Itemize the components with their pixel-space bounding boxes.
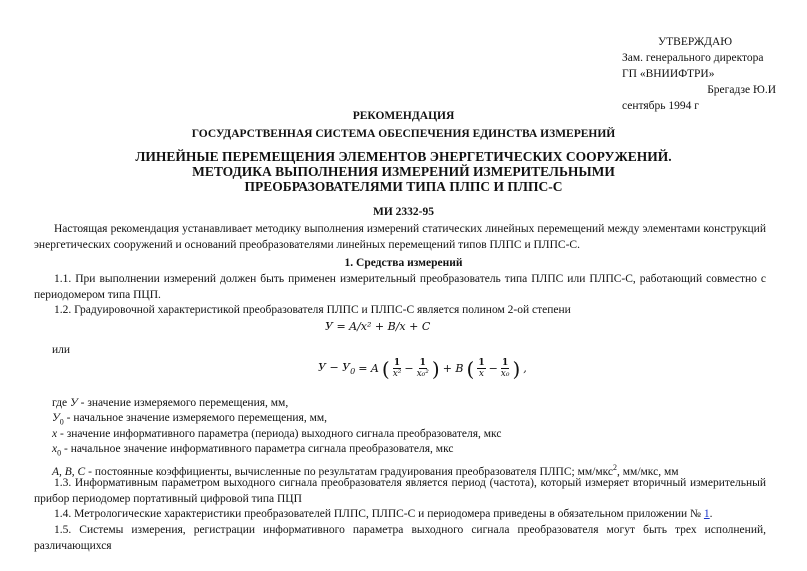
def-x0: $x_0$ - начальное значение информативного параметра сигнала преобразователя, мкс (52, 443, 454, 458)
document-title (0, 149, 807, 194)
or-text: или (52, 344, 71, 356)
minus-sign: − (404, 362, 414, 375)
approval-signatory: Брегадзе Ю.И (707, 84, 776, 96)
fraction-1-x0: $\frac{1}{\text{x₀}}$ (500, 358, 510, 379)
formula2-comma: , (523, 362, 527, 375)
document-type: РЕКОМЕНДАЦИЯ (352, 110, 455, 122)
section-1-title: 1. Средства измерений (344, 257, 463, 269)
paragraph-1-1: 1.1. При выполнении измерений должен быть применен измерительный преобразователь типа ПЛПС или ПЛПС-С, работающий совместно с периодомером типа ПЦП. (34, 273, 766, 301)
formula2-lhs: $У - У_0$ (318, 360, 356, 377)
paren-open-2: ( (466, 356, 475, 381)
paragraph-1-5: 1.5. Системы измерения, регистрации информативного параметра выходного сигнала преобразователя могут быть трех исполнений, различающихся (34, 524, 766, 552)
def-abc: A, B, C - постоянные коэффициенты, вычисленные по результатам градуирования преобразователя ПЛПС; мм/мкс$^2$, мм/мкс, мм (52, 463, 679, 478)
paren-close: ) (431, 356, 440, 381)
intro-paragraph: Настоящая рекомендация устанавливает методику выполнения измерений статических линейных перемещений между элементами конструкций энергетических сооружений и оснований преобразователями линейных перемещений типов ПЛПС и ПЛПС-С. (34, 223, 766, 251)
approval-organization: ГП «ВНИИФТРИ» (622, 68, 715, 80)
document-system: ГОСУДАРСТВЕННАЯ СИСТЕМА ОБЕСПЕЧЕНИЯ ЕДИНСТВА ИЗМЕРЕНИЙ (191, 128, 616, 140)
formula2-eq: = A (358, 362, 379, 375)
minus-sign-2: − (488, 362, 498, 375)
appendix-1-link[interactable]: 1 (703, 508, 710, 520)
approval-title: УТВЕРЖДАЮ (658, 36, 733, 48)
approval-block (622, 34, 782, 114)
def-y: где У - значение измеряемого перемещения, мм, (52, 397, 289, 409)
formula-calibration: У = A/x² + B/x + C (325, 320, 431, 333)
paragraph-1-4: 1.4. Метрологические характеристики преобразователей ПЛПС, ПЛПС-С и периодомера приведены в обязательном приложении № 1. (54, 508, 713, 520)
paren-close-2: ) (512, 356, 521, 381)
document-code: МИ 2332-95 (372, 206, 434, 218)
fraction-1-x02: $\frac{1}{\text{x₀²}}$ (416, 358, 429, 379)
paragraph-1-2: 1.2. Градуировочной характеристикой преобразователя ПЛПС и ПЛПС-С является полином 2-ой степени (54, 304, 571, 316)
title-line-3: ПРЕОБРАЗОВАТЕЛЯМИ ТИПА ПЛПС И ПЛПС-С (244, 179, 563, 194)
def-y0: $У_0$ - начальное значение измеряемого перемещения, мм, (52, 412, 328, 427)
title-line-1: ЛИНЕЙНЫЕ ПЕРЕМЕЩЕНИЯ ЭЛЕМЕНТОВ ЭНЕРГЕТИЧЕСКИХ СООРУЖЕНИЙ. (135, 149, 672, 164)
paragraph-1-3: 1.3. Информативным параметром выходного сигнала преобразователя является период (частота), который измеряет вторичный измерительный прибор периодомер портативный цифровой типа ПЦП (34, 477, 766, 505)
fraction-1-x2: $\frac{1}{\text{x²}}$ (392, 358, 402, 379)
def-x: x - значение информативного параметра (периода) выходного сигнала преобразователя, мкс (52, 428, 502, 440)
title-line-2: МЕТОДИКА ВЫПОЛНЕНИЯ ИЗМЕРЕНИЙ ИЗМЕРИТЕЛЬНЫМИ (192, 164, 615, 179)
approval-position: Зам. генерального директора (622, 52, 764, 64)
formula2-plus-b: + B (442, 362, 464, 375)
fraction-1-x: $\frac{1}{x}$ (478, 358, 485, 379)
paren-open: ( (381, 356, 390, 381)
formula-difference (318, 358, 527, 379)
approval-date: сентябрь 1994 г (622, 100, 699, 112)
